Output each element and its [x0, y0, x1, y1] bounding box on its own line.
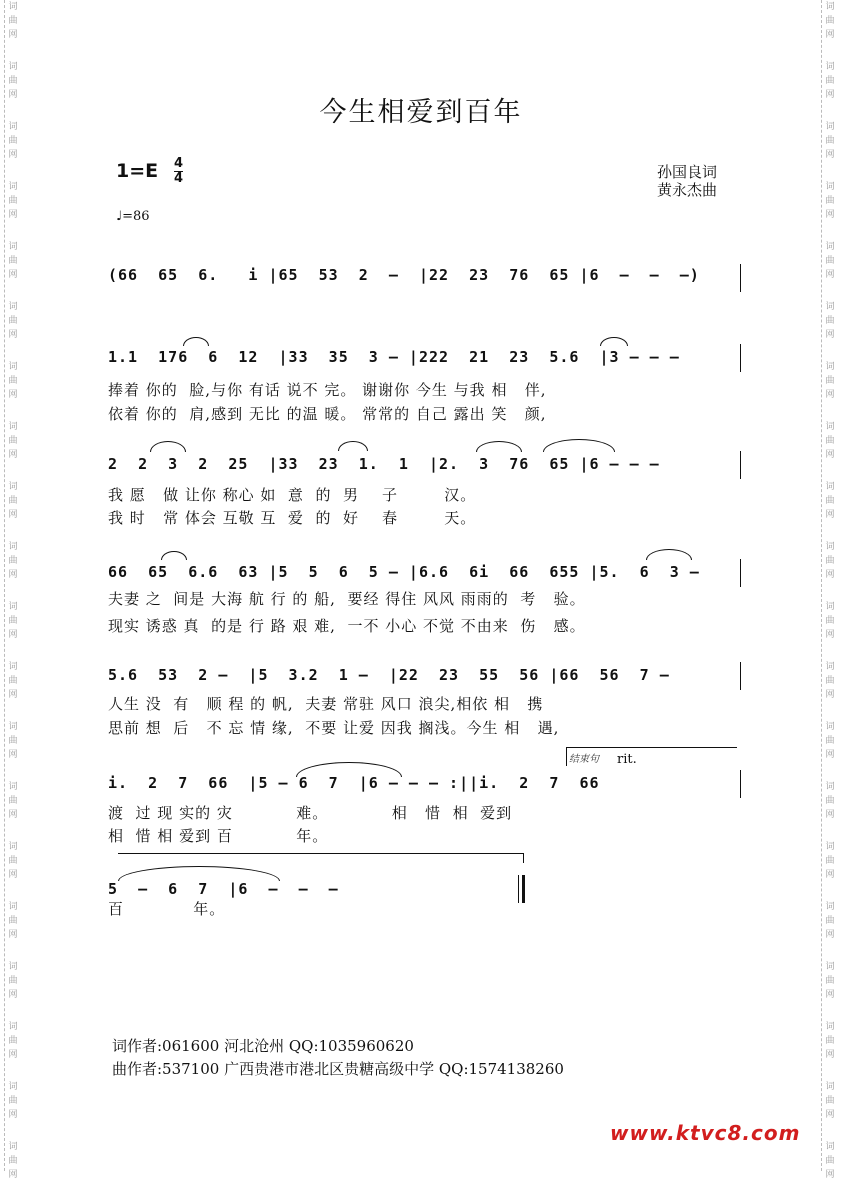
- credits: [657, 163, 717, 199]
- tie-arc: [646, 549, 692, 560]
- quarter-note-icon: ♩: [116, 209, 123, 224]
- barline: [740, 344, 741, 372]
- time-signature-top: 4: [174, 156, 184, 171]
- time-signature: [174, 157, 183, 186]
- tie-arc: [118, 866, 280, 881]
- final-barline-thick: [522, 875, 525, 903]
- lyric-verse-1: 百 年。: [108, 900, 226, 918]
- melody-line: i. 2 7 66 |5 – 6 7 |6 – – – :||i. 2 7 66: [108, 774, 600, 792]
- lyric-verse-2: 思前 想 后 不 忘 情 缘, 不要 让爱 因我 搁浅。今生 相 遇,: [108, 719, 560, 737]
- final-barline-thin: [518, 875, 519, 903]
- lyric-verse-1: 夫妻 之 间是 大海 航 行 的 船, 要经 得住 风风 雨雨的 考 验。: [108, 590, 586, 608]
- ending-label: 结束句: [569, 754, 599, 765]
- melody-line: 2 2 3 2 25 |33 23 1. 1 |2. 3 76 65 |6 – – –: [108, 455, 660, 473]
- barline: [740, 264, 741, 292]
- tie-arc: [338, 441, 368, 451]
- barline: [740, 451, 741, 479]
- melody-line: 5.6 53 2 – |5 3.2 1 – |22 23 55 56 |66 56 7 –: [108, 666, 670, 684]
- volta-end: [523, 853, 524, 863]
- lyric-verse-2: 我 时 常 体会 互敬 互 爱 的 好 春 天。: [108, 509, 477, 527]
- tie-arc: [183, 337, 209, 346]
- lyric-verse-1: 人生 没 有 顺 程 的 帆, 夫妻 常驻 风口 浪尖,相依 相 携: [108, 695, 544, 713]
- volta-line: [118, 853, 524, 854]
- tie-arc: [476, 441, 522, 452]
- lyric-verse-1: 渡 过 现 实的 灾 难。 相 惜 相 爱到: [108, 804, 513, 822]
- lyricist-info: 词作者:061600 河北沧州 QQ:1035960620: [112, 1037, 414, 1055]
- melody-line: 5 – 6 7 |6 – – –: [108, 880, 339, 898]
- tie-arc: [161, 551, 187, 560]
- lyric-verse-2: 现实 诱惑 真 的是 行 路 艰 难, 一不 小心 不觉 不由来 伤 感。: [108, 617, 586, 635]
- tie-arc: [543, 439, 615, 452]
- right-watermark-strip: 词曲网 词曲网 词曲网 词曲网 词曲网 词曲网 词曲网 词曲网 词曲网 词曲网 词曲网 词曲网 词曲网 词曲网 词曲网 词曲网 词曲网 词曲网 词曲网 词曲网: [821, 0, 838, 1171]
- composer-credit: 黄永杰曲: [657, 181, 718, 199]
- lyric-verse-1: 捧着 你的 脸,与你 有话 说不 完。 谢谢你 今生 与我 相 伴,: [108, 381, 547, 399]
- ritardando-mark: rit.: [617, 752, 637, 767]
- tempo-value: =86: [122, 209, 150, 224]
- barline: [740, 770, 741, 798]
- barline: [740, 559, 741, 587]
- key-signature: 1=E: [116, 160, 159, 182]
- tempo-marking: [116, 209, 150, 224]
- melody-line: 1.1 176 6 12 |33 35 3 – |222 21 23 5.6 |3 – – –: [108, 348, 680, 366]
- lyric-verse-2: 相 惜 相 爱到 百 年。: [108, 827, 329, 845]
- time-signature-bottom: 4: [174, 171, 184, 186]
- composer-info: 曲作者:537100 广西贵港市港北区贵糖高级中学 QQ:1574138260: [112, 1060, 564, 1078]
- tie-arc: [150, 441, 186, 452]
- lyricist-credit: 孙国良词: [657, 163, 718, 181]
- lyric-verse-1: 我 愿 做 让你 称心 如 意 的 男 子 汉。: [108, 486, 477, 504]
- barline: [740, 662, 741, 690]
- site-logo: www.ktvc8.com: [610, 1121, 801, 1145]
- melody-line: 66 65 6.6 63 |5 5 6 5 – |6.6 6i 66 655 |5. 6 3 –: [108, 563, 700, 581]
- lyric-verse-2: 依着 你的 肩,感到 无比 的温 暖。 常常的 自己 露出 笑 颜,: [108, 405, 547, 423]
- song-title: 今生相爱到百年: [319, 97, 523, 128]
- tie-arc: [600, 337, 628, 346]
- melody-line: (66 65 6. i |65 53 2 – |22 23 76 65 |6 – – –): [108, 266, 700, 284]
- left-watermark-strip: 词曲网 词曲网 词曲网 词曲网 词曲网 词曲网 词曲网 词曲网 词曲网 词曲网 词曲网 词曲网 词曲网 词曲网 词曲网 词曲网 词曲网 词曲网 词曲网 词曲网: [4, 0, 21, 1171]
